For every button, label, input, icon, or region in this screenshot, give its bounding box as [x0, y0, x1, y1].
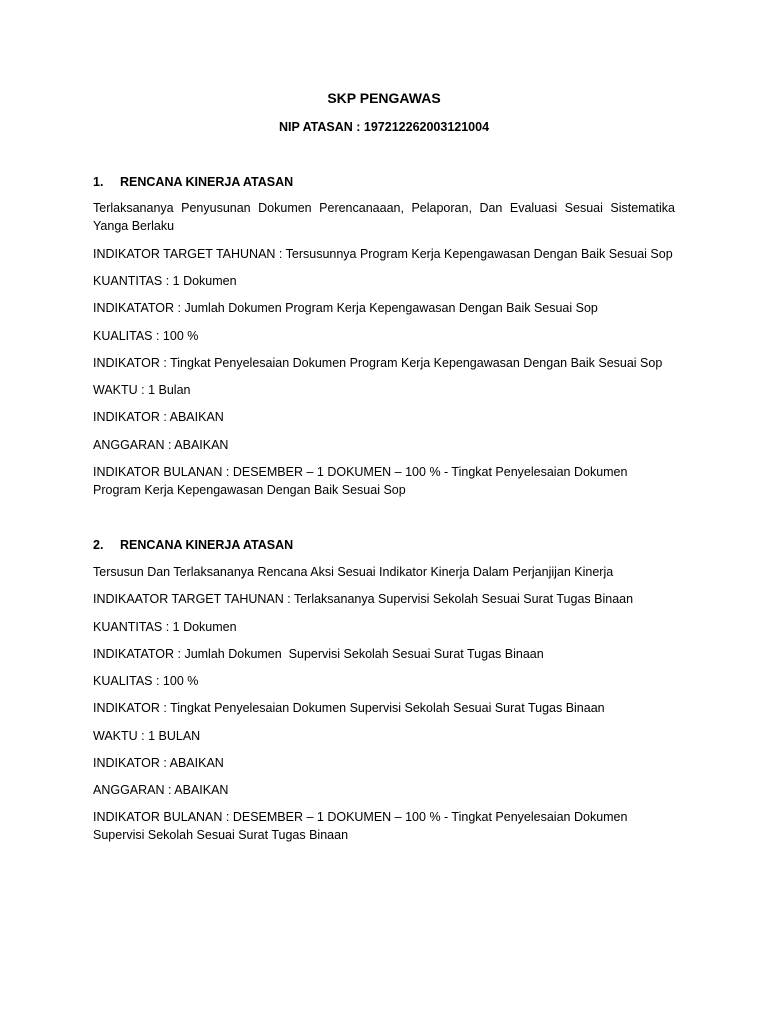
section-1-annual-indicator: INDIKATOR TARGET TAHUNAN : Tersusunnya Program Kerja Kepengawasan Dengan Baik Sesuai Sop: [93, 247, 673, 261]
section-2-budget: ANGGARAN : ABAIKAN: [93, 783, 229, 797]
section-1-quality: KUALITAS : 100 %: [93, 329, 199, 343]
section-2-quality: KUALITAS : 100 %: [93, 674, 199, 688]
section-2-time-indicator: INDIKATOR : ABAIKAN: [93, 756, 224, 770]
section-number: 2.: [93, 538, 104, 552]
section-2-quantity: KUANTITAS : 1 Dokumen: [93, 620, 237, 634]
section-2-quality-indicator: INDIKATOR : Tingkat Penyelesaian Dokumen Supervisi Sekolah Sesuai Surat Tugas Binaan: [93, 701, 605, 715]
section-2-annual-indicator: INDIKAATOR TARGET TAHUNAN : Terlaksananya Supervisi Sekolah Sesuai Surat Tugas Binaan: [93, 592, 634, 606]
nip-atasan: NIP ATASAN : 197212262003121004: [278, 120, 490, 134]
section-1-quantity: KUANTITAS : 1 Dokumen: [93, 274, 237, 288]
section-2-objective: Tersusun Dan Terlaksananya Rencana Aksi Sesuai Indikator Kinerja Dalam Perjanjijan Kinerja: [93, 565, 614, 579]
section-2-heading: [93, 537, 675, 553]
section-1-heading: [93, 174, 675, 190]
section-heading-text: RENCANA KINERJA ATASAN: [120, 538, 294, 552]
section-number: 1.: [93, 175, 104, 189]
section-heading-text: RENCANA KINERJA ATASAN: [120, 175, 294, 189]
section-1-quality-indicator: INDIKATOR : Tingkat Penyelesaian Dokumen Program Kerja Kepengawasan Dengan Baik Sesuai Sop: [93, 356, 663, 370]
section-1-time: WAKTU : 1 Bulan: [93, 383, 191, 397]
section-1-objective: Terlaksananya Penyusunan Dokumen Perencanaaan, Pelaporan, Dan Evaluasi Sesuai Sistematika Yanga Berlaku: [93, 201, 675, 233]
section-2-time: WAKTU : 1 BULAN: [93, 729, 201, 743]
document-title: SKP PENGAWAS: [327, 90, 441, 106]
section-1-quantity-indicator: INDIKATATOR : Jumlah Dokumen Program Kerja Kepengawasan Dengan Baik Sesuai Sop: [93, 301, 598, 315]
section-2-monthly-indicator: INDIKATOR BULANAN : DESEMBER – 1 DOKUMEN – 100 % - Tingkat Penyelesaian Dokumen Supervisi Sekolah Sesuai Surat Tugas Binaan: [93, 810, 628, 842]
section-1-time-indicator: INDIKATOR : ABAIKAN: [93, 410, 224, 424]
section-2-quantity-indicator: INDIKATATOR : Jumlah Dokumen Supervisi Sekolah Sesuai Surat Tugas Binaan: [93, 647, 544, 661]
section-1-budget: ANGGARAN : ABAIKAN: [93, 438, 229, 452]
section-1-monthly-indicator: INDIKATOR BULANAN : DESEMBER – 1 DOKUMEN – 100 % - Tingkat Penyelesaian Dokumen Program Kerja Kepengawasan Dengan Baik Sesuai Sop: [93, 465, 628, 497]
